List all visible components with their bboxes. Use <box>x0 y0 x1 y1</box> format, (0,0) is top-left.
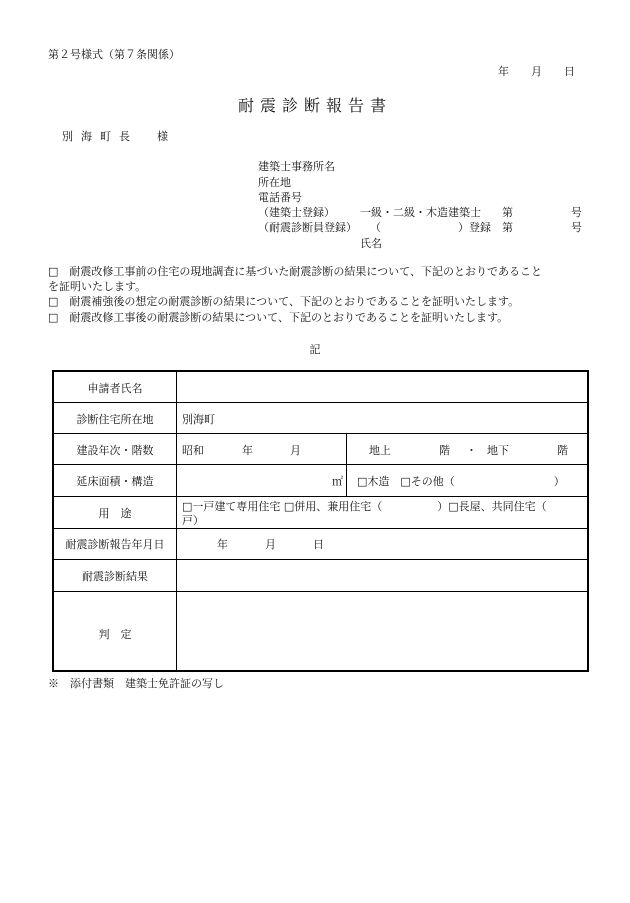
applicant-name-label: 申請者氏名 <box>87 382 143 395</box>
date-day: 日 <box>564 65 575 78</box>
table-divider-v-area <box>346 465 347 496</box>
diagnosis-result-field[interactable] <box>177 560 587 590</box>
floors-above: 地上 <box>369 444 391 457</box>
cert-option-2[interactable]: □ 耐震補強後の想定の耐震診断の結果について、下記のとおりであることを証明いたします。 <box>48 295 520 308</box>
issuer-address: 所在地 <box>258 176 291 189</box>
architect-no-suffix: 号 <box>571 206 582 219</box>
architect-no-prefix: 第 <box>502 206 513 219</box>
use-label: 用 途 <box>98 507 132 520</box>
date-year: 年 <box>498 65 509 78</box>
date-line <box>498 63 575 79</box>
diagnosis-result-label: 耐震診断結果 <box>82 570 148 583</box>
addressee: 別海町長 様 <box>62 130 176 143</box>
ki-heading: 記 <box>309 343 321 356</box>
table-row-line <box>54 433 587 434</box>
floors-below-kai[interactable]: 階 <box>557 444 568 457</box>
built-era: 昭和 <box>182 444 204 457</box>
floors-separator: ・ <box>466 444 477 457</box>
report-month[interactable]: 月 <box>265 538 276 551</box>
structure-options[interactable]: □木造 □その他（ ） <box>357 475 565 488</box>
table-divider-v-built <box>346 434 347 464</box>
use-options-cont: 戸） <box>182 514 204 527</box>
architect-class: 一級・二級・木造建築士 <box>360 206 481 219</box>
date-month: 月 <box>531 65 542 78</box>
issuer-office-name: 建築士事務所名 <box>258 160 335 173</box>
report-table <box>52 370 589 672</box>
diagnostician-no-prefix: 第 <box>502 221 513 234</box>
use-options[interactable]: □一戸建て専用住宅 □併用、兼用住宅（ ）□長屋、共同住宅（ <box>182 500 547 513</box>
report-date-label: 耐震診断報告年月日 <box>65 538 165 551</box>
judgment-field[interactable] <box>177 592 587 670</box>
cert-option-1[interactable]: □ 耐震改修工事前の住宅の現地調査に基づいた耐震診断の結果について、下記のとおりであること <box>48 265 542 278</box>
built-month[interactable]: 月 <box>290 444 301 457</box>
report-year[interactable]: 年 <box>217 538 228 551</box>
table-row-line <box>54 528 587 529</box>
issuer-name: 氏名 <box>360 237 382 250</box>
area-unit[interactable]: ㎡ <box>332 475 343 488</box>
address-value[interactable]: 別海町 <box>182 413 215 426</box>
judgment-label: 判 定 <box>98 628 132 641</box>
architect-registration: （建築士登録） <box>258 206 335 219</box>
diagnostician-paren: （ ）登録 <box>370 221 491 234</box>
built-label: 建設年次・階数 <box>76 444 154 457</box>
cert-option-1-cont: を証明いたします。 <box>48 280 147 293</box>
issuer-phone: 電話番号 <box>258 191 302 204</box>
built-year[interactable]: 年 <box>242 444 253 457</box>
cert-option-3[interactable]: □ 耐震改修工事後の耐震診断の結果について、下記のとおりであることを証明いたします。 <box>48 311 509 324</box>
table-row-line <box>54 496 587 497</box>
table-row-line <box>54 464 587 465</box>
address-label: 診断住宅所在地 <box>76 413 154 426</box>
floors-below: 地下 <box>487 444 509 457</box>
form-number: 第２号様式（第７条関係） <box>48 48 180 61</box>
floors-above-kai[interactable]: 階 <box>439 444 450 457</box>
table-row-line <box>54 402 587 403</box>
diagnostician-no-suffix: 号 <box>571 221 582 234</box>
diagnostician-registration: （耐震診断員登録） <box>258 221 357 234</box>
footnote-attachments: ※ 添付書類 建築士免許証の写し <box>48 677 224 690</box>
report-day[interactable]: 日 <box>313 538 324 551</box>
document-title: 耐震診断報告書 <box>237 96 392 115</box>
area-label: 延床面積・構造 <box>76 475 154 488</box>
applicant-name-field[interactable] <box>177 373 587 401</box>
